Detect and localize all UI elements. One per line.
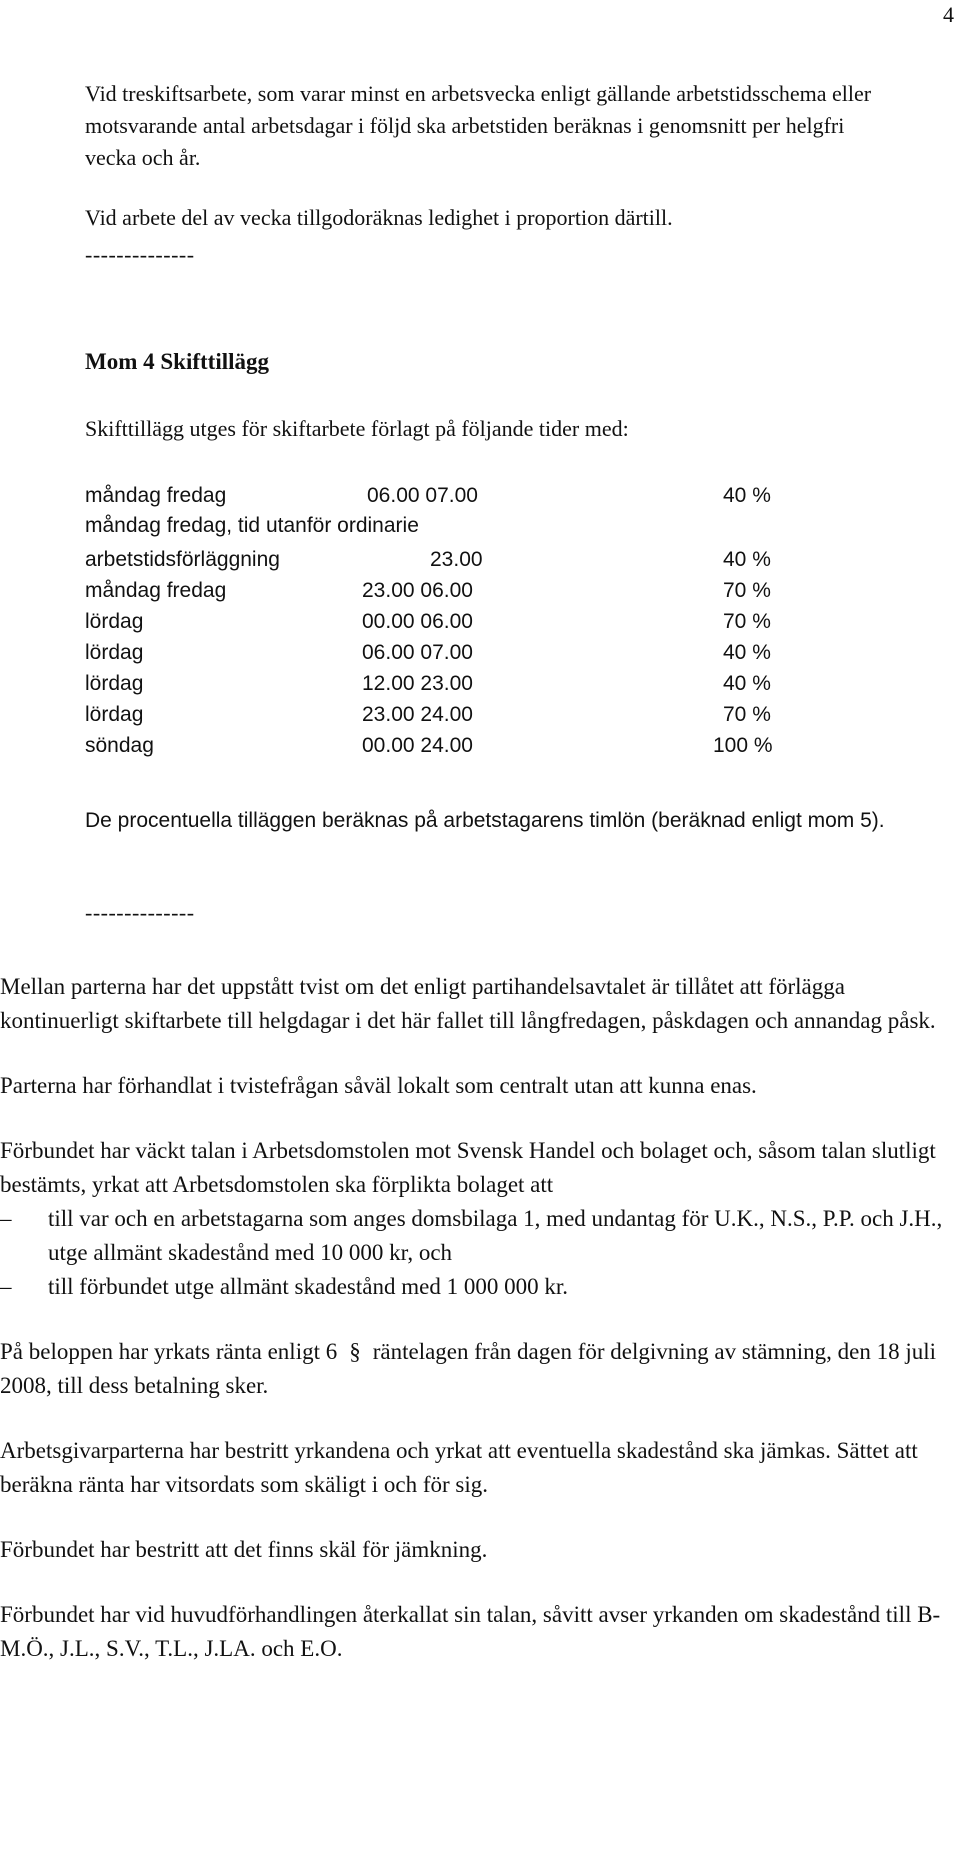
- page-number: 4: [943, 2, 954, 27]
- schedule-percent: 40 %: [723, 548, 771, 571]
- list-item: [0, 1202, 960, 1270]
- schedule-time: 00.00 06.00: [362, 610, 473, 633]
- claim-paragraph: Förbundet har väckt talan i Arbetsdomstolen mot Svensk Handel och bolaget och, såsom talan slutligt bestämts, yrkat att Arbetsdomstolen ska förplikta bolaget att: [0, 1138, 936, 1197]
- schedule-day: måndag fredag: [85, 579, 227, 602]
- schedule-time: 12.00 23.00: [362, 672, 473, 695]
- schedule-time: 06.00 07.00: [367, 484, 478, 507]
- schedule-day: måndag fredag: [85, 484, 227, 507]
- section-sign-icon: §: [349, 1339, 361, 1364]
- separator-line: --------------: [85, 900, 195, 925]
- schedule-day: arbetstidsförläggning: [85, 548, 280, 571]
- claim-text: till förbundet utge allmänt skadestånd med 1 000 000 kr.: [48, 1274, 568, 1299]
- schedule-time: 23.00: [430, 548, 483, 571]
- schedule-time: 06.00 07.00: [362, 641, 473, 664]
- schedule-percent: 70 %: [723, 703, 771, 726]
- union-objection-paragraph: Förbundet har bestritt att det finns skäl för jämkning.: [0, 1537, 488, 1562]
- interest-text-end: räntelagen från dagen för delgivning av stämning, den 18 juli 2008, till dess betalning sker.: [0, 1339, 937, 1398]
- schedule-percent: 40 %: [723, 641, 771, 664]
- schedule-day: måndag fredag, tid utanför ordinarie: [85, 514, 419, 537]
- schedule-day: lördag: [85, 703, 144, 726]
- dash-bullet-icon: –: [0, 1206, 12, 1231]
- schedule-day: lördag: [85, 672, 144, 695]
- schedule-time: 23.00 24.00: [362, 703, 473, 726]
- dash-bullet-icon: –: [0, 1274, 12, 1299]
- shift-work-paragraph: Vid treskiftsarbete, som varar minst en arbetsvecka enligt gällande arbetstidsschema eller motsvarande antal arbetsdagar i följd ska arbetstiden beräknas i genomsnitt per helgfri vecka och år.: [85, 81, 872, 170]
- shift-allowance-intro: Skifttillägg utges för skiftarbete förlagt på följande tider med:: [85, 416, 629, 441]
- percentage-footnote: De procentuella tilläggen beräknas på arbetstagarens timlön (beräknad enligt mom 5).: [85, 809, 885, 832]
- schedule-time: 00.00 24.00: [362, 734, 473, 757]
- part-week-paragraph: Vid arbete del av vecka tillgodoräknas ledighet i proportion därtill.: [85, 205, 673, 230]
- schedule-day: lördag: [85, 610, 144, 633]
- schedule-percent: 100 %: [713, 734, 773, 757]
- schedule-percent: 70 %: [723, 610, 771, 633]
- interest-paragraph: [0, 1335, 960, 1403]
- employer-response-paragraph: Arbetsgivarparterna har bestritt yrkandena och yrkat att eventuella skadestånd ska jämkas. Sättet att beräkna ränta har vitsordats som skäligt i och för sig.: [0, 1438, 918, 1497]
- schedule-time: 23.00 06.00: [362, 579, 473, 602]
- section-heading: Mom 4 Skifttillägg: [85, 349, 269, 374]
- quoted-agreement-text: [85, 78, 885, 234]
- schedule-percent: 40 %: [723, 484, 771, 507]
- judgment-body: [0, 970, 960, 1666]
- interest-text-start: På beloppen har yrkats ränta enligt 6: [0, 1339, 338, 1364]
- withdrawal-paragraph: Förbundet har vid huvudförhandlingen återkallat sin talan, såvitt avser yrkanden om skadestånd till B-M.Ö., J.L., S.V., T.L., J.LA. och E.O.: [0, 1602, 941, 1661]
- dispute-paragraph: Mellan parterna har det uppstått tvist om det enligt partihandelsavtalet är tillåtet att förlägga kontinuerligt skiftarbete till helgdagar i det här fallet till långfredagen, påskdagen och annandag påsk.: [0, 974, 936, 1033]
- schedule-percent: 40 %: [723, 672, 771, 695]
- claims-list: [0, 1202, 960, 1304]
- separator-line: --------------: [85, 242, 195, 267]
- schedule-day: söndag: [85, 734, 154, 757]
- list-item: [0, 1270, 960, 1304]
- negotiation-paragraph: Parterna har förhandlat i tvistefrågan såväl lokalt som centralt utan att kunna enas.: [0, 1073, 757, 1098]
- claim-text: till var och en arbetstagarna som anges domsbilaga 1, med undantag för U.K., N.S., P.P. och J.H., utge allmänt skadestånd med 10 000 kr, och: [48, 1206, 943, 1265]
- schedule-percent: 70 %: [723, 579, 771, 602]
- schedule-day: lördag: [85, 641, 144, 664]
